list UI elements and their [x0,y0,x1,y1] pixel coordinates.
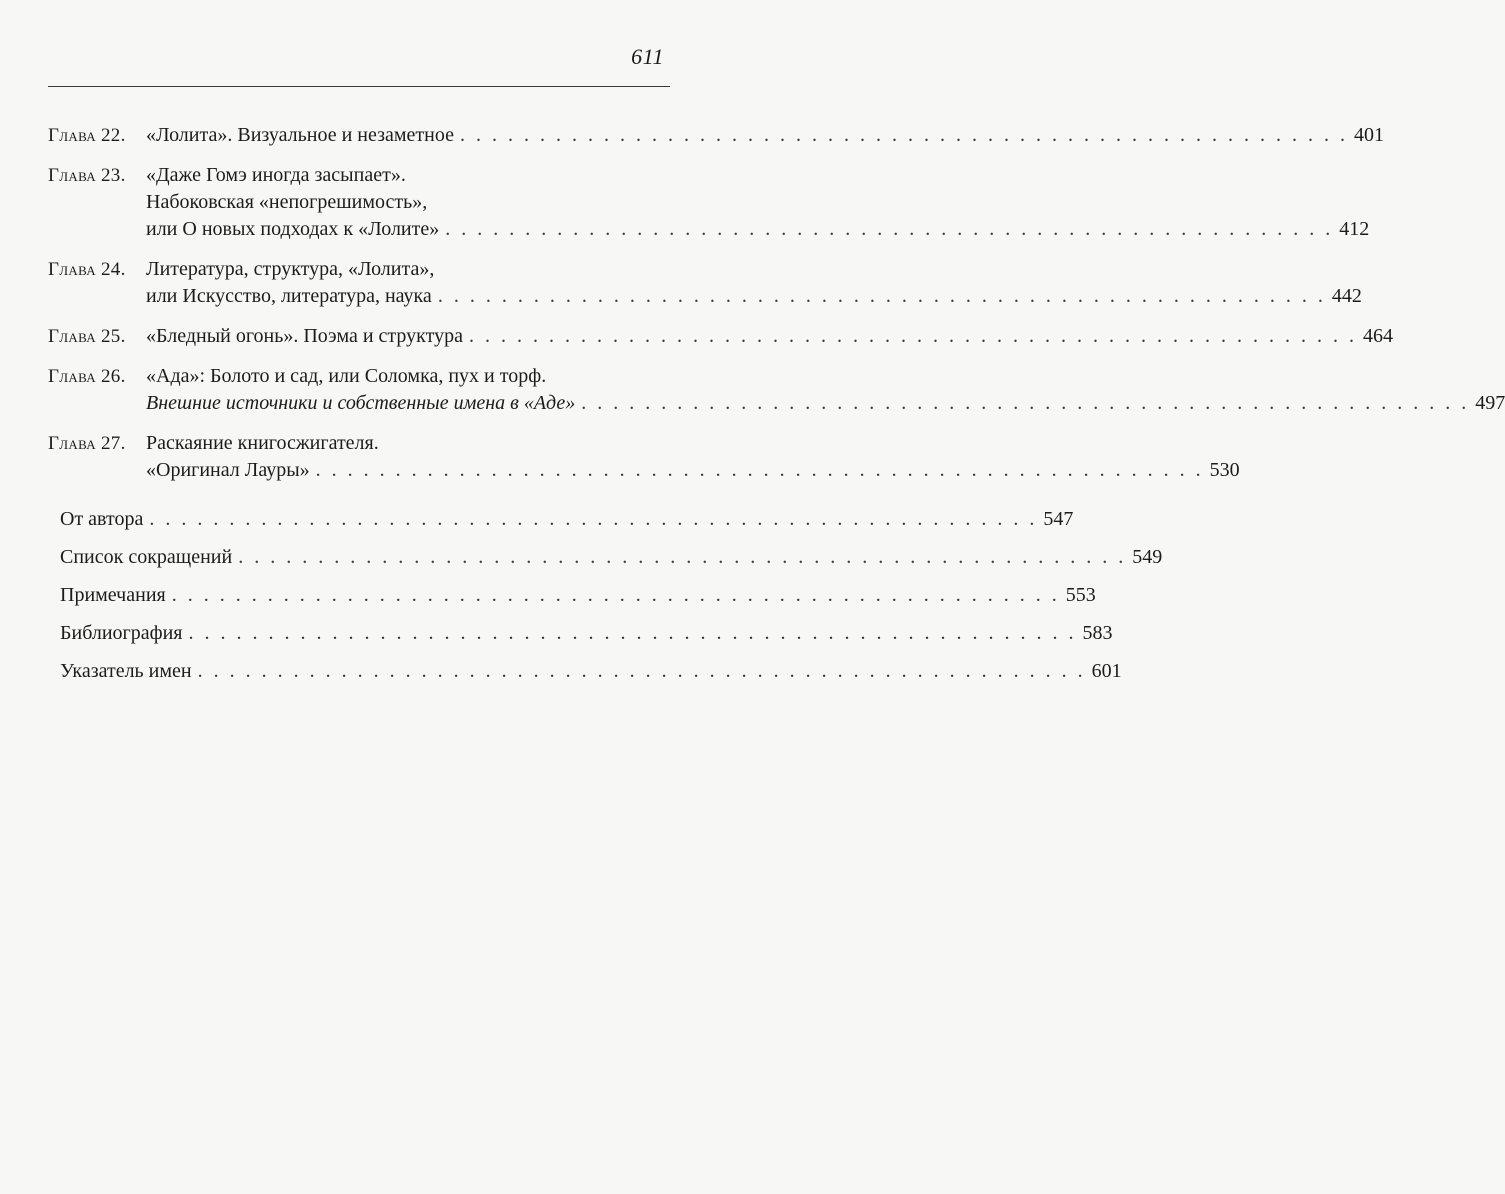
dot-leader: . . . . . . . . . . . . . . . . . . . . . . . . . . . . . . . . . . . . . . . . . . . . . . . . . . . . . . . . [468,325,1357,347]
chapter-title-text: Внешние источники и собственные имена в «Аде» [146,392,576,414]
dot-leader: . . . . . . . . . . . . . . . . . . . . . . . . . . . . . . . . . . . . . . . . . . . . . . . . . . . . . . . . [315,459,1204,481]
dot-leader: . . . . . . . . . . . . . . . . . . . . . . . . . . . . . . . . . . . . . . . . . . . . . . . . . . . . . . . . [445,218,1334,240]
page-ref: 497 [1475,392,1505,414]
chapter-label [48,162,146,243]
chapter-title-text: или О новых подходах к «Лолите» [146,218,440,240]
dot-leader: . . . . . . . . . . . . . . . . . . . . . . . . . . . . . . . . . . . . . . . . . . . . . . . . . . . . . . . . [581,392,1470,414]
chapter-label [48,363,146,417]
chapter-number: 22. [101,125,126,146]
page-ref: 583 [1082,622,1113,644]
chapter-prefix: Глава [48,366,96,387]
back-matter-item [60,658,1122,685]
chapter-prefix: Глава [48,125,96,146]
toc-entry [48,323,1393,350]
chapter-title-text: «Ада»: Болото и сад, или Соломка, пух и торф. [146,365,547,387]
chapter-title-line [146,390,1505,417]
chapter-number: 23. [101,165,126,186]
chapter-label [48,256,146,310]
chapter-title-text: «Оригинал Лауры» [146,459,310,481]
page-ref: 601 [1091,660,1122,682]
dot-leader: . . . . . . . . . . . . . . . . . . . . . . . . . . . . . . . . . . . . . . . . . . . . . . . . . . . . . . . . [149,508,1038,530]
page-number: 611 [631,44,664,69]
dot-leader: . . . . . . . . . . . . . . . . . . . . . . . . . . . . . . . . . . . . . . . . . . . . . . . . . . . . . . . . [171,584,1060,606]
dot-leader: . . . . . . . . . . . . . . . . . . . . . . . . . . . . . . . . . . . . . . . . . . . . . . . . . . . . . . . . [460,124,1348,146]
back-matter-title: Библиография [60,622,183,644]
chapter-prefix: Глава [48,259,96,280]
chapter-title-line [146,323,1393,350]
dot-leader: . . . . . . . . . . . . . . . . . . . . . . . . . . . . . . . . . . . . . . . . . . . . . . . . . . . . . . . . [188,622,1077,644]
page-ref: 553 [1065,584,1096,606]
back-matter-title: Указатель имен [60,660,192,682]
chapter-title-line [146,283,1362,310]
back-matter-item [60,544,1163,571]
toc-entry [48,122,1384,149]
chapter-title-line [146,216,1369,243]
page-ref: 401 [1354,124,1384,146]
chapter-title-text: Литература, структура, «Лолита», [146,258,435,280]
back-matter-item [60,506,1074,533]
page-ref: 530 [1209,459,1240,481]
toc-entry [48,430,1240,484]
back-matter-item [60,620,1113,647]
chapter-title-line [146,162,1369,189]
chapter-label [48,430,146,484]
page-ref: 547 [1043,508,1074,530]
chapter-prefix: Глава [48,165,96,186]
chapter-label [48,323,146,350]
chapter-title-line [146,122,1384,149]
chapter-number: 26. [101,366,126,387]
page-ref: 412 [1339,218,1370,240]
chapter-prefix: Глава [48,433,96,454]
chapter-title-text: Набоковская «непогрешимость», [146,191,428,213]
toc-entry [48,162,1370,243]
chapter-title-text: Раскаяние книгосжигателя. [146,432,379,454]
toc-entry [48,256,1362,310]
chapter-title-line [146,430,1240,457]
chapter-number: 27. [101,433,126,454]
page-ref: 549 [1132,546,1163,568]
back-matter-item [60,582,1096,609]
table-of-contents [48,122,1505,497]
back-matter-list [60,506,1163,696]
chapter-number: 25. [101,326,126,347]
back-matter-title: От автора [60,508,144,530]
chapter-title-text: или Искусство, литература, наука [146,285,432,307]
chapter-title-line [146,189,1369,216]
dot-leader: . . . . . . . . . . . . . . . . . . . . . . . . . . . . . . . . . . . . . . . . . . . . . . . . . . . . . . . . [437,285,1326,307]
back-matter-title: Список сокращений [60,546,233,568]
page-ref: 442 [1331,285,1362,307]
chapter-title-text: «Бледный огонь». Поэма и структура [146,325,463,347]
chapter-title-line [146,457,1240,484]
chapter-title-line [146,363,1505,390]
chapter-title-line [146,256,1362,283]
dot-leader: . . . . . . . . . . . . . . . . . . . . . . . . . . . . . . . . . . . . . . . . . . . . . . . . . . . . . . . . [197,660,1086,682]
toc-entry [48,363,1505,417]
page-ref: 464 [1362,325,1393,347]
chapter-number: 24. [101,259,126,280]
dot-leader: . . . . . . . . . . . . . . . . . . . . . . . . . . . . . . . . . . . . . . . . . . . . . . . . . . . . . . . . [238,546,1127,568]
back-matter-title: Примечания [60,584,166,606]
chapter-title-text: «Даже Гомэ иногда засыпает». [146,164,406,186]
chapter-label [48,122,146,149]
chapter-prefix: Глава [48,326,96,347]
header-rule [48,86,670,87]
chapter-title-text: «Лолита». Визуальное и незаметное [146,124,454,146]
